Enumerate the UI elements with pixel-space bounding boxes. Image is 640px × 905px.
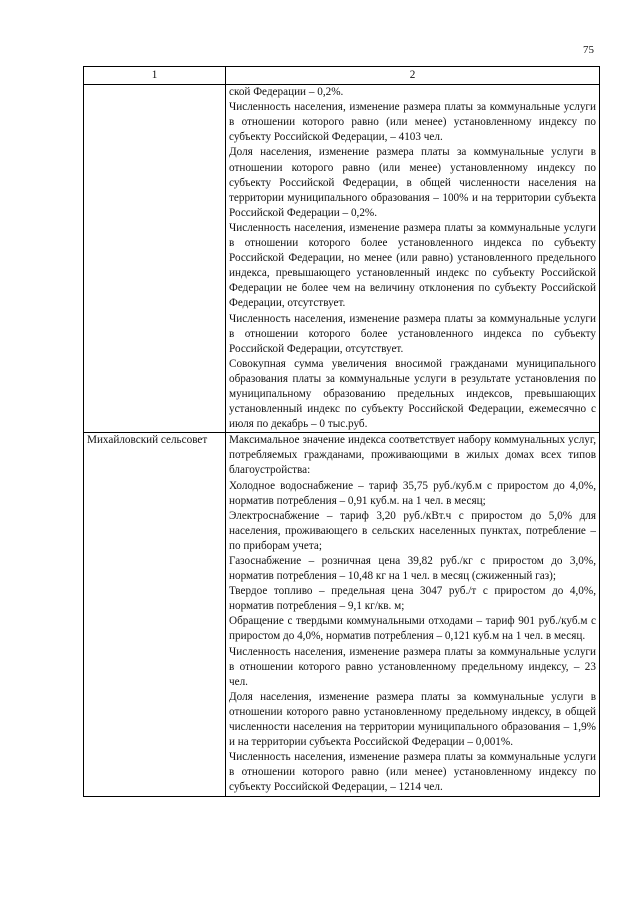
page-number: 75 (583, 44, 594, 56)
paragraph: Газоснабжение – розничная цена 39,82 руб./кг с приростом до 3,0%, норматив потребления – 10,48 кг на 1 чел. в месяц (сжиженный газ); (229, 555, 596, 583)
column-header-1: 1 (84, 67, 226, 85)
document-table (83, 66, 600, 797)
description-cell (226, 433, 600, 796)
paragraph: Обращение с твердыми коммунальными отходами – тариф 901 руб./куб.м с приростом до 4,0%, норматив потребления – 0,121 куб.м на 1 чел. в месяц. (229, 615, 596, 643)
paragraph: Доля населения, изменение размера платы за коммунальные услуги в отношении которого равно установленному предельному индексу, в общей численности населения на территории муниципального образования – 1,9% и на территории субъекта Российской Федерации – 0,001%. (229, 690, 596, 749)
paragraph: Численность населения, изменение размера платы за коммунальные услуги в отношении которого равно (или менее) установленному индексу по субъекту Российской Федерации, – 4103 чел. (229, 101, 596, 144)
municipality-cell: Михайловский сельсовет (84, 433, 226, 796)
paragraph: Совокупная сумма увеличения вносимой гражданами муниципального образования платы за коммунальные услуги в результате установления по муниципальному образованию предельных индексов, превышающих установленный индекс по субъекту Российской Федерации, ежемесячно с июля по декабрь – 0 тыс.руб. (229, 357, 596, 431)
paragraph: Численность населения, изменение размера платы за коммунальные услуги в отношении которого более установленного индекса по субъекту Российской Федерации, отсутствует. (229, 312, 596, 355)
table-row (84, 85, 600, 433)
paragraph: Электроснабжение – тариф 3,20 руб./кВт.ч с приростом до 5,0% для населения, проживающего в сельских населенных пунктах, потребление – по приборам учета; (229, 509, 596, 552)
paragraph: ской Федерации – 0,2%. (229, 86, 344, 99)
description-cell (226, 85, 600, 433)
paragraph: Твердое топливо – предельная цена 3047 руб./т с приростом до 4,0%, норматив потребления – 9,1 кг/кв. м; (229, 585, 596, 613)
table-row (84, 433, 600, 796)
paragraph: Максимальное значение индекса соответствует набору коммунальных услуг, потребляемых гражданами, проживающими в жилых домах всех типов благоустройства: (229, 434, 596, 477)
paragraph: Доля населения, изменение размера платы за коммунальные услуги в отношении которого равно (или менее) установленному индексу по субъекту Российской Федерации, в общей численности населения на территории муниципального образования – 100% и на территории субъекта Российской Федерации – 0,2%. (229, 146, 596, 219)
paragraph: Численность населения, изменение размера платы за коммунальные услуги в отношении которого равно (или менее) установленному индексу по субъекту Российской Федерации, – 1214 чел. (229, 751, 596, 794)
paragraph: Холодное водоснабжение – тариф 35,75 руб./куб.м с приростом до 4,0%, норматив потребления – 0,91 куб.м. на 1 чел. в месяц; (229, 479, 596, 507)
paragraph: Численность населения, изменение размера платы за коммунальные услуги в отношении которого равно установленному предельному индексу, – 23 чел. (229, 645, 596, 688)
municipality-cell (84, 85, 226, 433)
header-row (84, 67, 600, 85)
column-header-2: 2 (226, 67, 600, 85)
paragraph: Численность населения, изменение размера платы за коммунальные услуги в отношении которого более установленного индекса по субъекту Российской Федерации, но менее (или равно) установленного предельного индекса, превышающего установленный индекс по субъекту Российской Федерации не более чем на величину отклонения по субъекту Российской Федерации, отсутствует. (229, 221, 596, 310)
